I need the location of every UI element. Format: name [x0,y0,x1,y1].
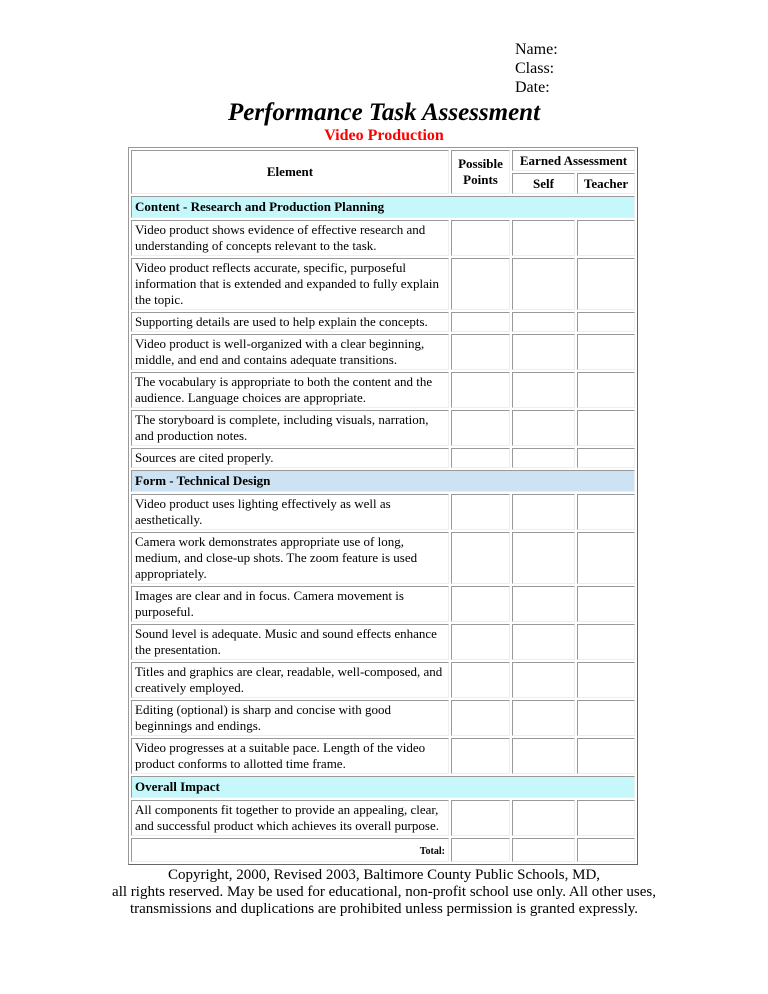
teacher-score-cell[interactable] [577,532,635,584]
element-description: Titles and graphics are clear, readable, well-composed, and creatively employed. [131,662,449,698]
section-title: Form - Technical Design [131,470,635,492]
table-row [131,700,635,736]
total-label: Total: [131,838,449,862]
teacher-score-cell[interactable] [577,624,635,660]
teacher-score-cell[interactable] [577,372,635,408]
possible-points-cell[interactable] [451,372,510,408]
self-score-cell[interactable] [512,700,575,736]
self-score-cell[interactable] [512,448,575,468]
section-title: Overall Impact [131,776,635,798]
teacher-score-cell[interactable] [577,494,635,530]
page-subtitle: Video Production [324,127,444,144]
header-self: Self [512,173,575,194]
self-score-cell[interactable] [512,624,575,660]
teacher-score-cell[interactable] [577,448,635,468]
self-score-cell[interactable] [512,662,575,698]
section-header [131,196,635,218]
element-description: Video product is well-organized with a clear beginning, middle, and end and contains adequate transitions. [131,334,449,370]
header-earned-assessment: Earned Assessment [512,150,635,171]
teacher-score-cell[interactable] [577,410,635,446]
table-row [131,372,635,408]
teacher-score-cell[interactable] [577,312,635,332]
table-row [131,586,635,622]
main-content [0,147,768,918]
possible-points-cell[interactable] [451,586,510,622]
possible-points-cell[interactable] [451,624,510,660]
possible-points-cell[interactable] [451,532,510,584]
header-element: Element [131,150,449,194]
teacher-score-cell[interactable] [577,586,635,622]
table-row [131,258,635,310]
self-score-cell[interactable] [512,258,575,310]
total-self-cell[interactable] [512,838,575,862]
page-title: Performance Task Assessment [227,99,541,126]
section-title: Content - Research and Production Planning [131,196,635,218]
self-score-cell[interactable] [512,372,575,408]
possible-points-cell[interactable] [451,700,510,736]
possible-points-cell[interactable] [451,738,510,774]
teacher-score-cell[interactable] [577,662,635,698]
table-row [131,494,635,530]
footer-line: all rights reserved. May be used for educational, non-profit school use only. All other uses, [112,884,656,900]
copyright-footer [0,867,768,918]
self-score-cell[interactable] [512,738,575,774]
table-row [131,312,635,332]
element-description: Video progresses at a suitable pace. Length of the video product conforms to allotted time frame. [131,738,449,774]
self-score-cell[interactable] [512,800,575,836]
possible-points-cell[interactable] [451,494,510,530]
table-row [131,448,635,468]
student-info [515,40,558,97]
element-description: Sound level is adequate. Music and sound effects enhance the presentation. [131,624,449,660]
table-row [131,532,635,584]
element-description: Sources are cited properly. [131,448,449,468]
element-description: Video product reflects accurate, specific, purposeful information that is extended and expanded to fully explain the topic. [131,258,449,310]
element-description: The storyboard is complete, including visuals, narration, and production notes. [131,410,449,446]
possible-points-cell[interactable] [451,220,510,256]
possible-points-cell[interactable] [451,662,510,698]
class-label: Class: [515,60,555,77]
table-row [131,624,635,660]
date-label: Date: [515,79,550,96]
self-score-cell[interactable] [512,410,575,446]
teacher-score-cell[interactable] [577,800,635,836]
assessment-table [128,147,638,865]
table-row [131,738,635,774]
total-row [131,838,635,862]
footer-line: Copyright, 2000, Revised 2003, Baltimore County Public Schools, MD, [167,867,601,883]
self-score-cell[interactable] [512,312,575,332]
section-header [131,776,635,798]
element-description: Images are clear and in focus. Camera movement is purposeful. [131,586,449,622]
possible-points-cell[interactable] [451,410,510,446]
header-possible-points: Possible Points [451,150,510,194]
total-teacher-cell[interactable] [577,838,635,862]
element-description: Video product uses lighting effectively as well as aesthetically. [131,494,449,530]
name-label: Name: [515,41,558,58]
table-row [131,334,635,370]
possible-points-cell[interactable] [451,334,510,370]
teacher-score-cell[interactable] [577,220,635,256]
header-teacher: Teacher [577,173,635,194]
table-row [131,800,635,836]
possible-points-cell[interactable] [451,312,510,332]
possible-points-cell[interactable] [451,800,510,836]
teacher-score-cell[interactable] [577,334,635,370]
possible-points-cell[interactable] [451,258,510,310]
element-description: The vocabulary is appropriate to both the content and the audience. Language choices are appropriate. [131,372,449,408]
teacher-score-cell[interactable] [577,738,635,774]
self-score-cell[interactable] [512,586,575,622]
self-score-cell[interactable] [512,334,575,370]
element-description: Editing (optional) is sharp and concise with good beginnings and endings. [131,700,449,736]
element-description: All components fit together to provide an appealing, clear, and successful product which achieves its overall purpose. [131,800,449,836]
teacher-score-cell[interactable] [577,700,635,736]
total-possible-cell[interactable] [451,838,510,862]
table-row [131,220,635,256]
element-description: Supporting details are used to help explain the concepts. [131,312,449,332]
self-score-cell[interactable] [512,494,575,530]
element-description: Camera work demonstrates appropriate use of long, medium, and close-up shots. The zoom feature is used appropriately. [131,532,449,584]
possible-points-cell[interactable] [451,448,510,468]
teacher-score-cell[interactable] [577,258,635,310]
element-description: Video product shows evidence of effective research and understanding of concepts relevant to the task. [131,220,449,256]
self-score-cell[interactable] [512,532,575,584]
section-header [131,470,635,492]
table-row [131,662,635,698]
self-score-cell[interactable] [512,220,575,256]
table-row [131,410,635,446]
footer-line: transmissions and duplications are prohibited unless permission is granted expressly. [129,901,639,917]
